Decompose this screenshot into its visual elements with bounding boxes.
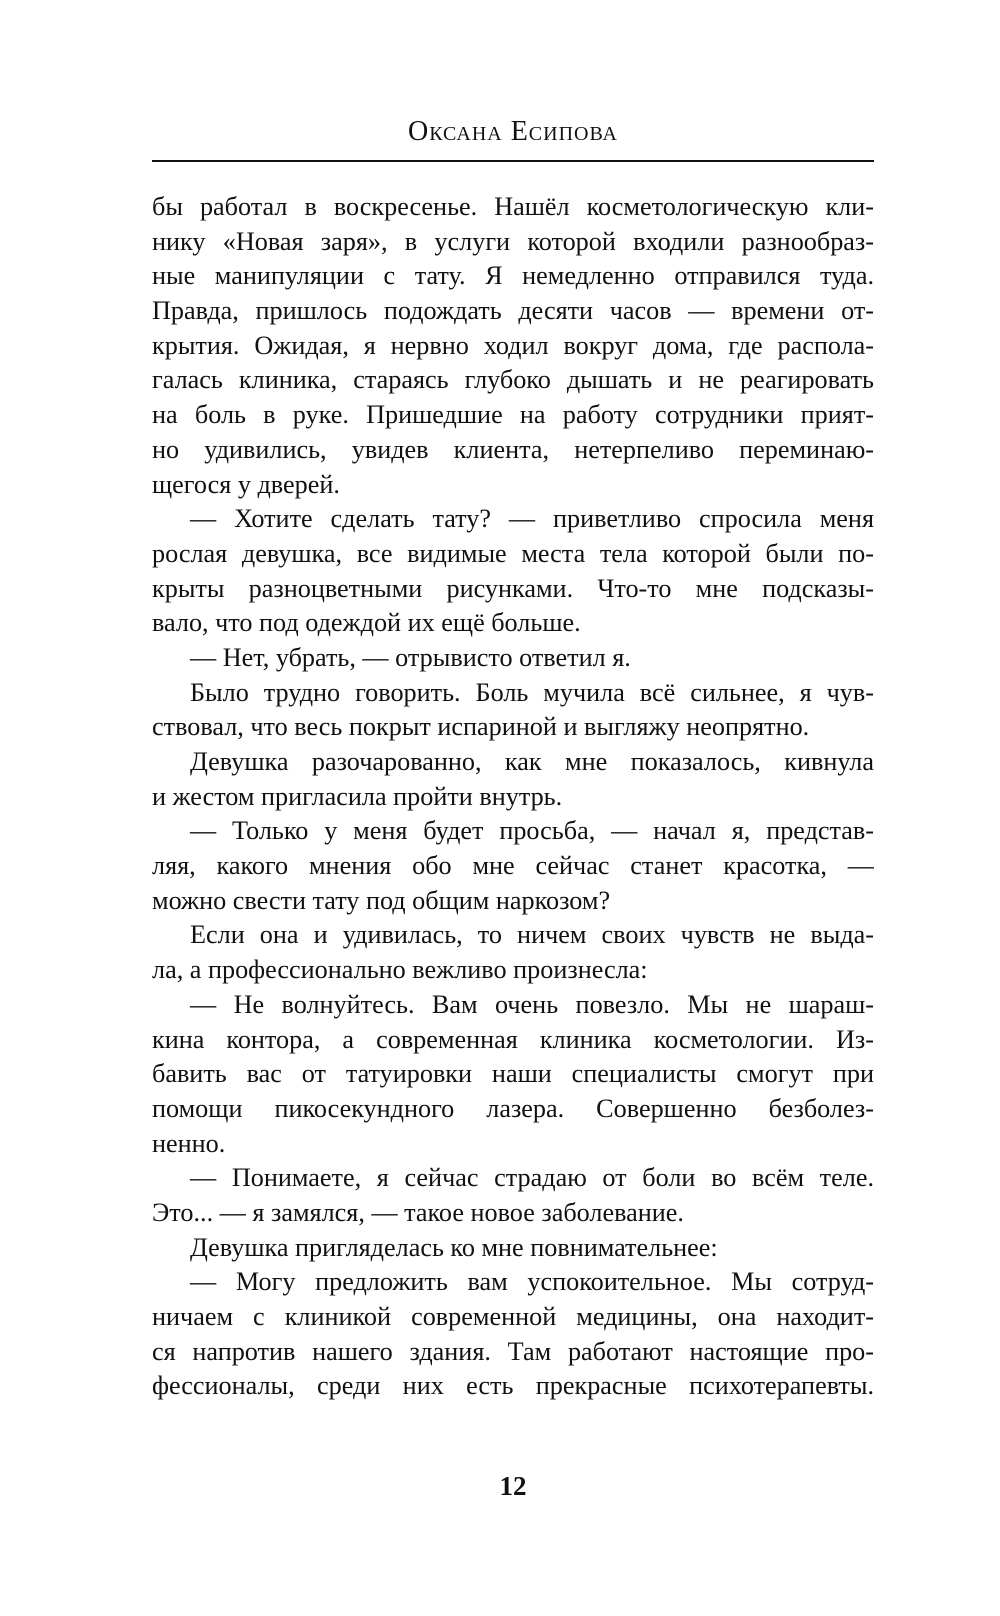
text-line: Если она и удивилась, то ничем своих чувств не выда-: [190, 920, 874, 950]
text-line: помощи пикосекундного лазера. Совершенно безболез-: [152, 1093, 874, 1123]
text-line: — Не волнуйтесь. Вам очень повезло. Мы не шараш-: [190, 989, 874, 1019]
text-line: фессионалы, среди них есть прекрасные психотерапевты.: [152, 1371, 874, 1401]
text-line: вало, что под одеждой их ещё больше.: [152, 608, 581, 638]
text-line: Было трудно говорить. Боль мучила всё сильнее, я чув-: [190, 677, 874, 707]
text-line: — Хотите сделать тату? — приветливо спросила меня: [190, 504, 874, 534]
text-line: галась клиника, стараясь глубоко дышать и не реагировать: [152, 365, 874, 395]
text-line: ляя, какого мнения обо мне сейчас станет красотка, —: [152, 851, 874, 881]
text-line: ствовал, что весь покрыт испариной и выгляжу неопрятно.: [152, 712, 810, 742]
text-line: ненно.: [152, 1128, 226, 1158]
text-line: ла, а профессионально вежливо произнесла:: [152, 955, 648, 985]
header-rule: [152, 160, 874, 162]
running-head-author: Оксана Есипова: [407, 116, 619, 147]
text-line: Это... — я замялся, — такое новое заболевание.: [152, 1197, 684, 1227]
text-line: — Нет, убрать, — отрывисто ответил я.: [190, 642, 631, 672]
text-line: рослая девушка, все видимые места тела которой были по-: [152, 538, 874, 568]
text-line: Девушка пригляделась ко мне повнимательнее:: [190, 1232, 718, 1262]
text-line: можно свести тату под общим наркозом?: [152, 885, 611, 915]
text-line: кина контора, а современная клиника косметологии. Из-: [152, 1024, 874, 1054]
text-line: но удивились, увидев клиента, нетерпеливо переминаю-: [152, 434, 874, 464]
text-line: — Могу предложить вам успокоительное. Мы сотруд-: [190, 1267, 874, 1297]
text-line: крытия. Ожидая, я нервно ходил вокруг дома, где распола-: [152, 330, 874, 360]
text-line: и жестом пригласила пройти внутрь.: [152, 781, 563, 811]
text-line: ные манипуляции с тату. Я немедленно отправился туда.: [152, 261, 874, 291]
text-line: ся напротив нашего здания. Там работают настоящие про-: [152, 1336, 874, 1366]
text-line: Правда, пришлось подождать десяти часов — времени от-: [152, 296, 874, 326]
text-line: — Понимаете, я сейчас страдаю от боли во всём теле.: [190, 1163, 874, 1193]
text-line: бы работал в воскресенье. Нашёл косметологическую кли-: [152, 192, 874, 221]
text-line: на боль в руке. Пришедшие на работу сотрудники прият-: [152, 400, 874, 430]
text-line: Девушка разочарованно, как мне показалось, кивнула: [190, 747, 874, 776]
body-text: [152, 190, 874, 1404]
text-line: ничаем с клиникой современной медицины, она находит-: [152, 1302, 874, 1331]
text-line: нику «Новая заря», в услуги которой входили разнообраз-: [152, 226, 874, 256]
page-number: 12: [499, 1471, 527, 1501]
text-line: крыты разноцветными рисунками. Что-то мне подсказы-: [152, 573, 874, 603]
text-line: — Только у меня будет просьба, — начал я, представ-: [190, 816, 874, 846]
text-line: щегося у дверей.: [152, 469, 340, 499]
text-line: бавить вас от татуировки наши специалисты смогут при: [152, 1059, 874, 1089]
